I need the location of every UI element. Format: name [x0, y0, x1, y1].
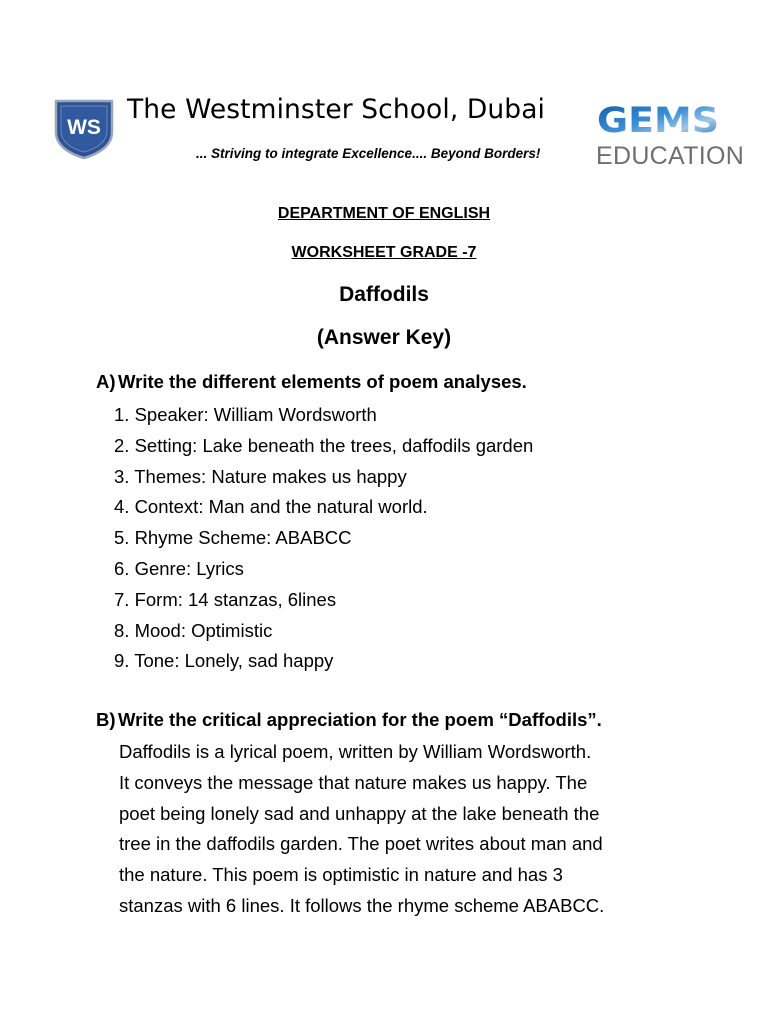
paragraph-line: poet being lonely sad and unhappy at the lake beneath the: [119, 802, 600, 824]
section-a-heading: [96, 371, 527, 393]
page-subtitle: (Answer Key): [316, 326, 452, 349]
paragraph-line: stanzas with 6 lines. It follows the rhyme scheme ABABCC.: [119, 894, 605, 916]
crest-letters: WS: [67, 116, 101, 139]
list-item: 6. Genre: Lyrics: [114, 557, 244, 579]
department-heading: DEPARTMENT OF ENGLISH: [277, 205, 491, 222]
section-a-letter: A): [96, 371, 116, 392]
paragraph-line: the nature. This poem is optimistic in nature and has 3: [119, 864, 563, 886]
gems-logo: [596, 101, 720, 135]
list-item: 4. Context: Man and the natural world.: [114, 496, 428, 518]
school-name: The Westminster School, Dubai: [127, 94, 545, 125]
list-item: 5. Rhyme Scheme: ABABCC: [114, 527, 352, 549]
worksheet-heading: WORKSHEET GRADE -7: [291, 244, 477, 261]
list-item: 7. Form: 14 stanzas, 6lines: [114, 588, 337, 610]
gems-education-label: EDUCATION: [596, 142, 745, 170]
section-b-letter: B): [96, 709, 116, 730]
paragraph-line: tree in the daffodils garden. The poet writes about man and: [119, 833, 603, 855]
section-b-title: Write the critical appreciation for the poem “Daffodils”.: [118, 709, 602, 730]
school-crest-logo: [52, 98, 116, 160]
gems-logo-letters: GEMS: [597, 101, 719, 135]
page-title: Daffodils: [339, 283, 429, 306]
list-item: 3. Themes: Nature makes us happy: [114, 465, 407, 487]
section-b-heading: [96, 709, 602, 731]
critical-appreciation-paragraph: [119, 737, 709, 922]
list-item: 8. Mood: Optimistic: [114, 619, 273, 641]
list-item: 9. Tone: Lonely, sad happy: [114, 650, 334, 672]
list-item: 2. Setting: Lake beneath the trees, daffodils garden: [114, 434, 534, 456]
poem-elements-list: [114, 400, 533, 677]
paragraph-line: Daffodils is a lyrical poem, written by William Wordsworth.: [119, 741, 592, 762]
paragraph-line: It conveys the message that nature makes us happy. The: [119, 771, 588, 793]
list-item: 1. Speaker: William Wordsworth: [114, 404, 377, 425]
school-tagline: ... Striving to integrate Excellence.... Beyond Borders!: [196, 146, 541, 161]
section-a-title: Write the different elements of poem analyses.: [118, 371, 527, 392]
